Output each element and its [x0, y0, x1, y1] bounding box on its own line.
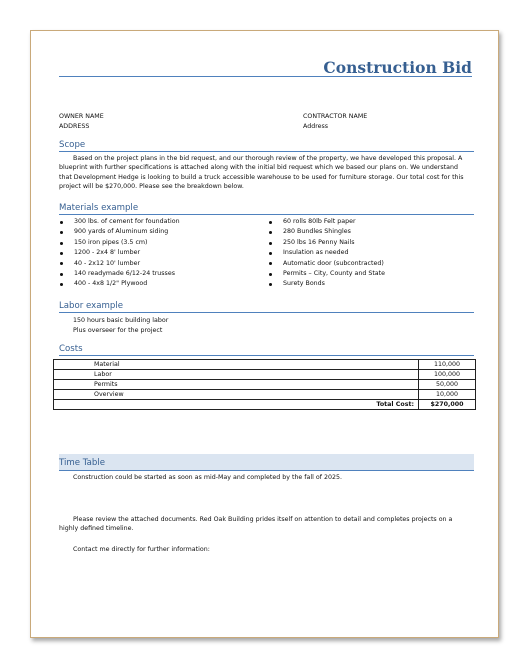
cost-amount: 110,000: [419, 360, 476, 370]
list-item: [60, 217, 180, 227]
owner-address-label: ADDRESS: [59, 123, 90, 130]
bullet-icon: [60, 252, 63, 255]
bullet-icon: [60, 273, 63, 276]
labor-heading: Labor example: [59, 301, 124, 311]
list-item-label: 900 yards of Aluminum siding: [74, 228, 169, 236]
materials-heading: Materials example: [59, 203, 139, 213]
list-item: [60, 238, 180, 248]
timetable-heading: Time Table: [59, 458, 105, 468]
list-item-label: 400 - 4x8 1/2" Plywood: [74, 280, 148, 288]
title-rule: [59, 76, 472, 77]
materials-list-right: [269, 217, 385, 290]
list-item-label: 1200 - 2x4 8' lumber: [74, 249, 141, 257]
labor-line: Plus overseer for the project: [73, 327, 163, 334]
list-item-label: 150 iron pipes (3.5 cm): [74, 238, 148, 246]
bullet-icon: [60, 283, 63, 286]
scope-heading: Scope: [59, 140, 86, 150]
bullet-icon: [269, 273, 272, 276]
list-item-label: 280 Bundles Shingles: [283, 228, 351, 236]
total-label: Total Cost:: [54, 400, 419, 410]
contractor-name-label: CONTRACTOR NAME: [303, 113, 368, 120]
review-paragraph: Please review the attached documents. Red Oak Building prides itself on attention to detail and completes projects on a highly defined timeline.: [59, 516, 453, 533]
cost-amount: 10,000: [419, 390, 476, 400]
owner-name-label: OWNER NAME: [59, 113, 104, 120]
table-row: [54, 380, 476, 390]
list-item-label: Automatic door (subcontracted): [283, 259, 384, 267]
costs-table: [53, 359, 476, 410]
scope-rule: [59, 151, 474, 152]
materials-rule: [59, 214, 474, 215]
list-item-label: 40 - 2x12 10' lumber: [74, 259, 141, 267]
bullet-icon: [269, 283, 272, 286]
materials-list-left: [60, 217, 180, 290]
list-item-label: 60 rolls 80lb Felt paper: [283, 218, 356, 225]
list-item-label: 250 lbs 16 Penny Nails: [283, 238, 355, 246]
list-item: [60, 259, 180, 269]
timetable-text: Construction could be started as soon as mid-May and completed by the fall of 2025.: [73, 474, 342, 481]
list-item: [60, 248, 180, 258]
total-row: [54, 400, 476, 410]
list-item-label: Surety Bonds: [283, 280, 325, 288]
bullet-icon: [269, 252, 272, 255]
document-page: [30, 30, 499, 638]
costs-rule: [59, 355, 474, 356]
table-row: [54, 390, 476, 400]
labor-line: 150 hours basic building labor: [73, 317, 169, 324]
cost-label: Labor: [54, 370, 419, 380]
cost-amount: 50,000: [419, 380, 476, 390]
labor-rule: [59, 312, 474, 313]
bullet-icon: [269, 242, 272, 245]
list-item-label: Permits – City, County and State: [283, 270, 385, 278]
costs-heading: Costs: [59, 344, 83, 354]
cost-amount: 100,000: [419, 370, 476, 380]
table-row: [54, 370, 476, 380]
bullet-icon: [60, 221, 63, 224]
timetable-band: [59, 454, 474, 471]
list-item: [269, 248, 385, 258]
list-item: [269, 238, 385, 248]
table-row: [54, 360, 476, 370]
cost-label: Overview: [54, 390, 419, 400]
bullet-icon: [60, 262, 63, 265]
list-item: [269, 227, 385, 237]
list-item: [60, 227, 180, 237]
list-item-label: 300 lbs. of cement for foundation: [74, 218, 180, 225]
list-item: [269, 217, 385, 227]
list-item: [60, 269, 180, 279]
list-item-label: Insulation as needed: [283, 249, 349, 257]
contractor-address-label: Address: [303, 123, 329, 130]
contact-line: Contact me directly for further information:: [73, 546, 210, 553]
bullet-icon: [269, 231, 272, 234]
total-amount: $270,000: [419, 400, 476, 410]
list-item: [269, 259, 385, 269]
bullet-icon: [60, 231, 63, 234]
list-item-label: 140 readymade 6/12-24 trusses: [74, 270, 175, 278]
list-item: [60, 279, 180, 289]
scope-paragraph: Based on the project plans in the bid request, and our thorough review of the property, we have developed this proposal. A blueprint with further specifications is attached along with the initial bid request which we based our plans on. We understand that Development Hedge is looking to build a truck accessible warehouse to be used for furniture storage. Our total cost for this project will be $270,000. Please see the breakdown below.: [59, 155, 464, 190]
bullet-icon: [60, 242, 63, 245]
list-item: [269, 269, 385, 279]
bullet-icon: [269, 221, 272, 224]
document-title: Construction Bid: [323, 58, 472, 77]
cost-label: Permits: [54, 380, 419, 390]
bullet-icon: [269, 262, 272, 265]
list-item: [269, 279, 385, 289]
cost-label: Material: [54, 360, 419, 370]
